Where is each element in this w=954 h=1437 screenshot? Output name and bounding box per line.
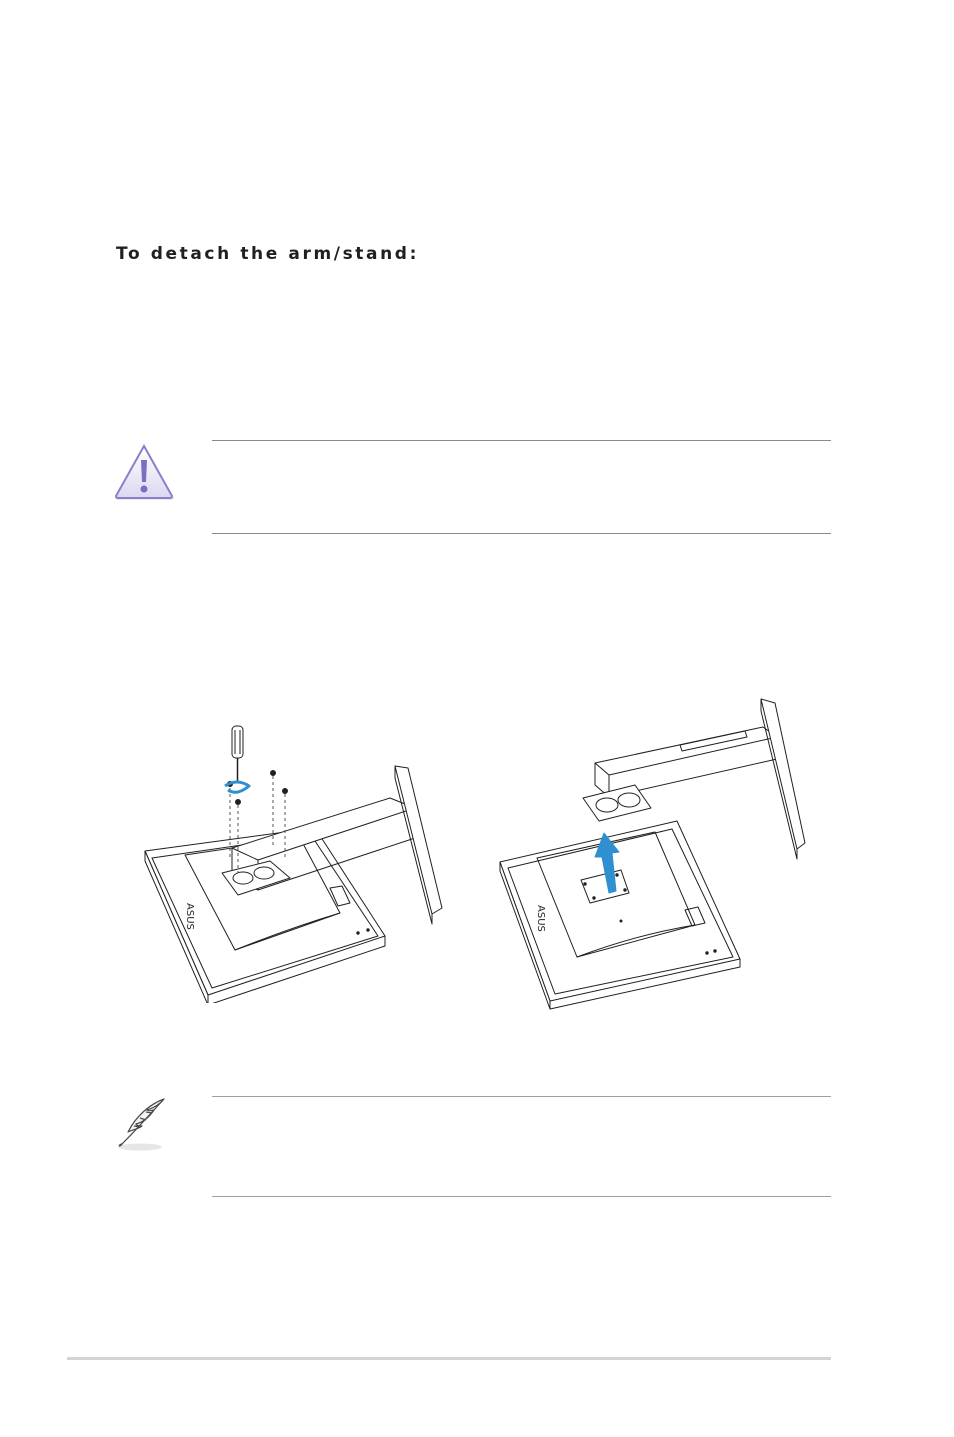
caution-bottom-rule [212,533,831,534]
svg-text:ASUS: ASUS [535,905,546,932]
caution-triangle-icon [112,444,176,502]
lifting-stand-off-monitor-illustration [495,695,815,1010]
caution-top-rule [212,440,831,441]
footer-rule [67,1357,831,1360]
feather-quill-icon [112,1096,172,1154]
screwdriver-removing-screws-illustration [140,718,460,1003]
section-heading: To detach the arm/stand: [116,244,419,264]
note-top-rule [212,1096,831,1097]
svg-text:ASUS: ASUS [184,903,195,930]
note-bottom-rule [212,1196,831,1197]
